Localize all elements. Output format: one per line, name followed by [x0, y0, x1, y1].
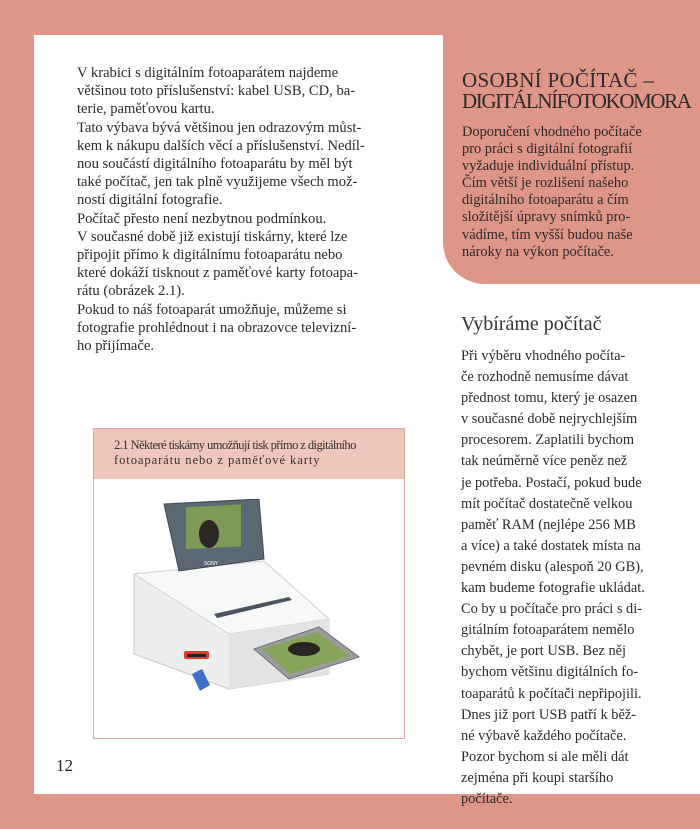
text-line: kem k nákupu dalších věcí a příslušenství. Nedíl- — [77, 137, 365, 154]
text-line: paměť RAM (nejlépe 256 MB — [461, 516, 636, 533]
text-line: také počítač, jen tak plně využijeme všech mož- — [77, 174, 358, 191]
caption-line-1: 2.1 Některé tiskárny umožňují tisk přímo z digitálního — [114, 438, 356, 452]
text-line: a více) a také dostatek místa na — [461, 537, 641, 554]
text-line: fotografie prohlédnout i na obrazovce televizní- — [77, 319, 357, 336]
text-line: Pokud to náš fotoaparát umožňuje, můžeme si — [77, 301, 347, 318]
text-line: přednost tomu, který je osazen — [461, 390, 638, 407]
text-line: nároky na výkon počítače. — [462, 243, 614, 260]
text-line: rátu (obrázek 2.1). — [77, 283, 185, 300]
text-line: tak neúměrně více peněz než — [461, 453, 628, 470]
text-line: če rozhodně nemusíme dávat — [461, 369, 629, 386]
text-line: je potřeba. Postačí, pokud bude — [461, 474, 642, 491]
page-number: 12 — [56, 756, 73, 775]
text-line: složitější úpravy snímků pro- — [462, 209, 631, 226]
text-line: Dnes již port USB patří k běž- — [461, 706, 637, 723]
text-line: V současné době již existují tiskárny, které lze — [77, 228, 348, 245]
figure-2-1 — [93, 428, 405, 739]
text-line: ho přijímače. — [77, 338, 154, 355]
section-text — [461, 346, 645, 810]
title-line-1: OSOBNÍ POČÍTAČ – — [462, 68, 655, 92]
text-line: vádíme, tím vyšší budou naše — [462, 226, 633, 243]
text-line: Pozor bychom si ale měli dát — [461, 748, 629, 765]
text-line: většinou toto příslušenství: kabel USB, CD, ba- — [77, 83, 356, 100]
text-line: gitálním fotoaparátem nemělo — [461, 622, 635, 639]
text-line: terie, paměťovou kartu. — [77, 101, 215, 118]
text-line: bychom většinu digitálních fo- — [461, 664, 639, 681]
text-line: v současné době nejrychlejším — [461, 411, 638, 428]
text-line: vyžaduje individuální přístup. — [462, 158, 635, 175]
text-line: né výbavě každého počítače. — [461, 727, 627, 744]
photo-printer-image — [114, 499, 384, 729]
sidebar-box-text — [462, 124, 642, 261]
text-line: chybět, je port USB. Bez něj — [461, 643, 627, 660]
text-line: Tato výbava bývá většinou jen odrazovým můst- — [77, 119, 362, 136]
text-line: V krabici s digitálním fotoaparátem najdeme — [77, 65, 339, 81]
text-line: které dokáží tisknout z paměťové karty fotoapa- — [77, 265, 358, 282]
left-column-text — [77, 64, 417, 355]
text-line: pro práci s digitální fotografií — [462, 141, 633, 158]
brand-label: SONY — [204, 561, 218, 567]
text-line: Počítač přesto není nezbytnou podmínkou. — [77, 210, 327, 227]
text-line: Čím větší je rozlišení našeho — [462, 175, 629, 192]
figure-caption — [94, 429, 404, 479]
section-heading: Vybíráme počítač — [461, 313, 602, 335]
text-line: Při výběru vhodného počíta- — [461, 348, 626, 364]
text-line: toaparátů k počítači nepřipojili. — [461, 685, 642, 702]
text-line: procesorem. Zaplatili bychom — [461, 432, 635, 449]
text-line: nou součástí digitálního fotoaparátu by měl být — [77, 156, 353, 173]
text-line: kam budeme fotografie ukládat. — [461, 580, 645, 597]
text-line: digitálního fotoaparátu a čím — [462, 192, 629, 209]
text-line: Co by u počítače pro práci s di- — [461, 601, 643, 618]
title-line-2: DIGITÁLNÍFOTOKOMORA — [462, 89, 691, 113]
text-line: počítače. — [461, 790, 513, 807]
text-line: připojit přímo k digitálnímu fotoaparátu nebo — [77, 247, 343, 264]
caption-line-2: fotoaparátu nebo z paměťové karty — [114, 453, 321, 467]
sidebar-box-title — [462, 70, 691, 112]
text-line: pevném disku (alespoň 20 GB), — [461, 558, 644, 575]
text-line: mít počítač dostatečně velkou — [461, 495, 633, 512]
text-line: ností digitální fotografie. — [77, 192, 223, 209]
text-line: zejména při koupi staršího — [461, 769, 614, 786]
text-line: Doporučení vhodného počítače — [462, 124, 642, 140]
